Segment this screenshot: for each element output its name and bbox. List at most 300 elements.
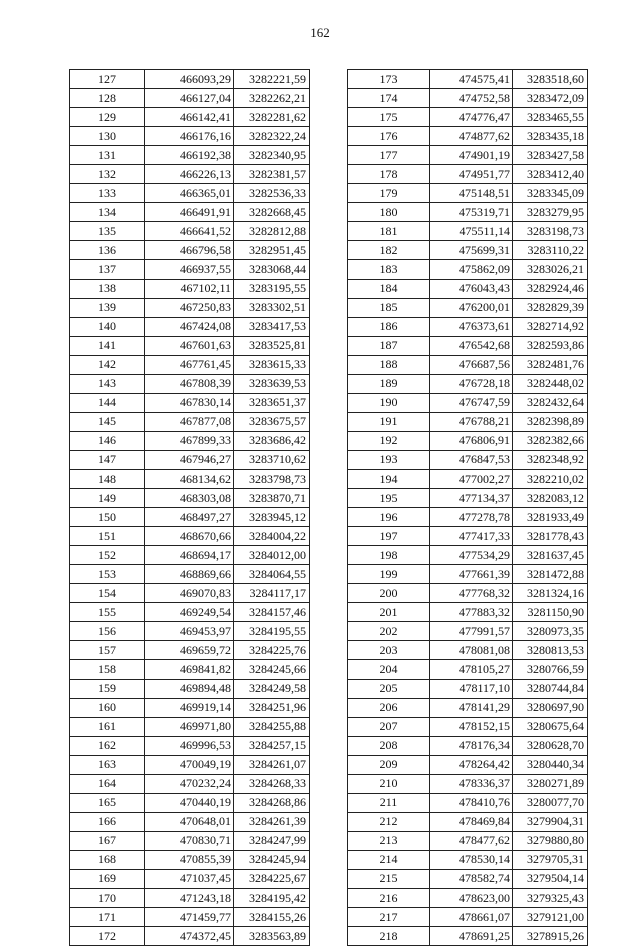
y-coordinate-cell: 3284251,96 [234,698,310,717]
table-row [348,927,588,946]
x-coordinate-cell: 469249,54 [145,603,234,622]
table-row [348,146,588,165]
y-coordinate-cell: 3280628,70 [513,736,588,755]
point-number-cell: 152 [70,546,145,565]
x-coordinate-cell: 469894,48 [145,679,234,698]
point-number-cell: 140 [70,317,145,336]
point-number-cell: 164 [70,774,145,793]
point-number-cell: 205 [348,679,430,698]
x-coordinate-cell: 467102,11 [145,279,234,298]
table-row [348,279,588,298]
point-number-cell: 129 [70,108,145,127]
x-coordinate-cell: 475862,09 [430,260,513,279]
table-row [348,260,588,279]
y-coordinate-cell: 3282381,57 [234,165,310,184]
y-coordinate-cell: 3279325,43 [513,889,588,908]
y-coordinate-cell: 3278915,26 [513,927,588,946]
table-body [348,70,588,946]
point-number-cell: 127 [70,70,145,89]
point-number-cell: 147 [70,450,145,469]
x-coordinate-cell: 477002,27 [430,469,513,488]
point-number-cell: 144 [70,393,145,412]
x-coordinate-cell: 468869,66 [145,565,234,584]
y-coordinate-cell: 3283068,44 [234,260,310,279]
x-coordinate-cell: 470855,39 [145,850,234,869]
table-row [70,450,310,469]
x-coordinate-cell: 470232,24 [145,774,234,793]
y-coordinate-cell: 3281472,88 [513,565,588,584]
y-coordinate-cell: 3284245,94 [234,850,310,869]
y-coordinate-cell: 3282714,92 [513,317,588,336]
x-coordinate-cell: 476728,18 [430,374,513,393]
table-row [70,793,310,812]
y-coordinate-cell: 3280766,59 [513,660,588,679]
y-coordinate-cell: 3283472,09 [513,89,588,108]
point-number-cell: 160 [70,698,145,717]
point-number-cell: 134 [70,203,145,222]
point-number-cell: 166 [70,812,145,831]
x-coordinate-cell: 469659,72 [145,641,234,660]
table-row [348,374,588,393]
point-number-cell: 187 [348,336,430,355]
x-coordinate-cell: 470830,71 [145,831,234,850]
x-coordinate-cell: 477134,37 [430,489,513,508]
y-coordinate-cell: 3282593,86 [513,336,588,355]
table-row [348,603,588,622]
point-number-cell: 167 [70,831,145,850]
y-coordinate-cell: 3283412,40 [513,165,588,184]
table-row [70,374,310,393]
y-coordinate-cell: 3283615,33 [234,355,310,374]
point-number-cell: 177 [348,146,430,165]
point-number-cell: 136 [70,241,145,260]
y-coordinate-cell: 3279904,31 [513,812,588,831]
table-row [70,546,310,565]
x-coordinate-cell: 469070,83 [145,584,234,603]
x-coordinate-cell: 469996,53 [145,736,234,755]
x-coordinate-cell: 467808,39 [145,374,234,393]
table-row [348,850,588,869]
y-coordinate-cell: 3280440,34 [513,755,588,774]
table-row [348,908,588,927]
table-row [70,641,310,660]
table-row [70,565,310,584]
table-row [70,184,310,203]
x-coordinate-cell: 477278,78 [430,508,513,527]
table-row [70,203,310,222]
table-row [348,717,588,736]
x-coordinate-cell: 478661,07 [430,908,513,927]
x-coordinate-cell: 470049,19 [145,755,234,774]
x-coordinate-cell: 478336,37 [430,774,513,793]
point-number-cell: 182 [348,241,430,260]
y-coordinate-cell: 3282281,62 [234,108,310,127]
y-coordinate-cell: 3279121,00 [513,908,588,927]
y-coordinate-cell: 3282924,46 [513,279,588,298]
x-coordinate-cell: 478141,29 [430,698,513,717]
table-row [70,489,310,508]
y-coordinate-cell: 3282448,02 [513,374,588,393]
y-coordinate-cell: 3282481,76 [513,355,588,374]
point-number-cell: 196 [348,508,430,527]
point-number-cell: 156 [70,622,145,641]
point-number-cell: 195 [348,489,430,508]
table-row [70,165,310,184]
point-number-cell: 189 [348,374,430,393]
table-row [70,869,310,888]
table-row [70,527,310,546]
x-coordinate-cell: 469971,80 [145,717,234,736]
coordinates-table-left [69,69,310,946]
x-coordinate-cell: 466192,38 [145,146,234,165]
y-coordinate-cell: 3282348,92 [513,450,588,469]
y-coordinate-cell: 3280271,89 [513,774,588,793]
table-row [70,260,310,279]
point-number-cell: 132 [70,165,145,184]
point-number-cell: 130 [70,127,145,146]
y-coordinate-cell: 3283279,95 [513,203,588,222]
x-coordinate-cell: 467946,27 [145,450,234,469]
table-row [70,298,310,317]
x-coordinate-cell: 474575,41 [430,70,513,89]
table-row [348,89,588,108]
x-coordinate-cell: 468694,17 [145,546,234,565]
point-number-cell: 198 [348,546,430,565]
point-number-cell: 216 [348,889,430,908]
x-coordinate-cell: 476373,61 [430,317,513,336]
y-coordinate-cell: 3283651,37 [234,393,310,412]
point-number-cell: 149 [70,489,145,508]
table-row [70,755,310,774]
table-row [70,146,310,165]
point-number-cell: 213 [348,831,430,850]
table-row [70,279,310,298]
coordinates-table-right [347,69,588,946]
y-coordinate-cell: 3283302,51 [234,298,310,317]
table-row [348,546,588,565]
table-row [70,108,310,127]
x-coordinate-cell: 470440,19 [145,793,234,812]
y-coordinate-cell: 3283525,81 [234,336,310,355]
table-row [348,812,588,831]
x-coordinate-cell: 468303,08 [145,489,234,508]
x-coordinate-cell: 475511,14 [430,222,513,241]
table-row [70,698,310,717]
y-coordinate-cell: 3283427,58 [513,146,588,165]
x-coordinate-cell: 474372,45 [145,927,234,946]
x-coordinate-cell: 469919,14 [145,698,234,717]
table-row [348,203,588,222]
point-number-cell: 192 [348,431,430,450]
x-coordinate-cell: 474776,47 [430,108,513,127]
y-coordinate-cell: 3279504,14 [513,869,588,888]
y-coordinate-cell: 3284157,46 [234,603,310,622]
y-coordinate-cell: 3282221,59 [234,70,310,89]
point-number-cell: 173 [348,70,430,89]
x-coordinate-cell: 478081,08 [430,641,513,660]
point-number-cell: 162 [70,736,145,755]
x-coordinate-cell: 478530,14 [430,850,513,869]
table-row [70,355,310,374]
table-row [70,831,310,850]
point-number-cell: 172 [70,927,145,946]
point-number-cell: 146 [70,431,145,450]
y-coordinate-cell: 3284064,55 [234,565,310,584]
x-coordinate-cell: 466796,58 [145,241,234,260]
point-number-cell: 171 [70,908,145,927]
x-coordinate-cell: 476200,01 [430,298,513,317]
point-number-cell: 142 [70,355,145,374]
table-row [70,622,310,641]
y-coordinate-cell: 3282340,95 [234,146,310,165]
x-coordinate-cell: 475148,51 [430,184,513,203]
y-coordinate-cell: 3282432,64 [513,393,588,412]
table-row [348,222,588,241]
point-number-cell: 131 [70,146,145,165]
x-coordinate-cell: 474901,19 [430,146,513,165]
point-number-cell: 203 [348,641,430,660]
point-number-cell: 158 [70,660,145,679]
y-coordinate-cell: 3283195,55 [234,279,310,298]
y-coordinate-cell: 3281324,16 [513,584,588,603]
point-number-cell: 178 [348,165,430,184]
table-row [348,793,588,812]
point-number-cell: 206 [348,698,430,717]
point-number-cell: 190 [348,393,430,412]
y-coordinate-cell: 3283710,62 [234,450,310,469]
y-coordinate-cell: 3281150,90 [513,603,588,622]
y-coordinate-cell: 3283945,12 [234,508,310,527]
y-coordinate-cell: 3284012,00 [234,546,310,565]
table-row [348,660,588,679]
table-row [70,412,310,431]
table-body [70,70,310,946]
y-coordinate-cell: 3283198,73 [513,222,588,241]
table-row [348,298,588,317]
x-coordinate-cell: 476542,68 [430,336,513,355]
point-number-cell: 218 [348,927,430,946]
point-number-cell: 154 [70,584,145,603]
table-row [348,412,588,431]
x-coordinate-cell: 466491,91 [145,203,234,222]
x-coordinate-cell: 468497,27 [145,508,234,527]
y-coordinate-cell: 3284261,07 [234,755,310,774]
x-coordinate-cell: 478623,00 [430,889,513,908]
point-number-cell: 211 [348,793,430,812]
y-coordinate-cell: 3282262,21 [234,89,310,108]
point-number-cell: 143 [70,374,145,393]
table-row [348,698,588,717]
x-coordinate-cell: 478691,25 [430,927,513,946]
x-coordinate-cell: 466641,52 [145,222,234,241]
y-coordinate-cell: 3284257,15 [234,736,310,755]
y-coordinate-cell: 3283798,73 [234,469,310,488]
table-row [348,641,588,660]
x-coordinate-cell: 469841,82 [145,660,234,679]
x-coordinate-cell: 477991,57 [430,622,513,641]
point-number-cell: 207 [348,717,430,736]
x-coordinate-cell: 467877,08 [145,412,234,431]
table-row [348,165,588,184]
point-number-cell: 159 [70,679,145,698]
point-number-cell: 183 [348,260,430,279]
x-coordinate-cell: 471243,18 [145,889,234,908]
table-row [348,431,588,450]
x-coordinate-cell: 466127,04 [145,89,234,108]
point-number-cell: 208 [348,736,430,755]
point-number-cell: 202 [348,622,430,641]
y-coordinate-cell: 3284249,58 [234,679,310,698]
y-coordinate-cell: 3283417,53 [234,317,310,336]
x-coordinate-cell: 471037,45 [145,869,234,888]
point-number-cell: 165 [70,793,145,812]
table-row [348,450,588,469]
y-coordinate-cell: 3283518,60 [513,70,588,89]
x-coordinate-cell: 466176,16 [145,127,234,146]
y-coordinate-cell: 3283110,22 [513,241,588,260]
y-coordinate-cell: 3280973,35 [513,622,588,641]
x-coordinate-cell: 478582,74 [430,869,513,888]
table-row [348,355,588,374]
point-number-cell: 145 [70,412,145,431]
x-coordinate-cell: 476687,56 [430,355,513,374]
point-number-cell: 138 [70,279,145,298]
table-row [70,603,310,622]
point-number-cell: 174 [348,89,430,108]
table-row [70,127,310,146]
y-coordinate-cell: 3283026,21 [513,260,588,279]
point-number-cell: 176 [348,127,430,146]
table-row [348,489,588,508]
point-number-cell: 197 [348,527,430,546]
point-number-cell: 210 [348,774,430,793]
point-number-cell: 139 [70,298,145,317]
x-coordinate-cell: 475319,71 [430,203,513,222]
table-row [348,336,588,355]
table-row [348,565,588,584]
y-coordinate-cell: 3282668,45 [234,203,310,222]
x-coordinate-cell: 478105,27 [430,660,513,679]
point-number-cell: 161 [70,717,145,736]
x-coordinate-cell: 466937,55 [145,260,234,279]
x-coordinate-cell: 478117,10 [430,679,513,698]
table-row [70,431,310,450]
table-row [70,774,310,793]
point-number-cell: 193 [348,450,430,469]
table-row [348,622,588,641]
table-row [348,736,588,755]
point-number-cell: 141 [70,336,145,355]
table-row [70,812,310,831]
table-row [70,336,310,355]
y-coordinate-cell: 3284117,17 [234,584,310,603]
point-number-cell: 200 [348,584,430,603]
x-coordinate-cell: 477534,29 [430,546,513,565]
point-number-cell: 169 [70,869,145,888]
y-coordinate-cell: 3280813,53 [513,641,588,660]
x-coordinate-cell: 469453,97 [145,622,234,641]
x-coordinate-cell: 477417,33 [430,527,513,546]
point-number-cell: 133 [70,184,145,203]
x-coordinate-cell: 467899,33 [145,431,234,450]
point-number-cell: 188 [348,355,430,374]
table-row [70,469,310,488]
x-coordinate-cell: 478469,84 [430,812,513,831]
y-coordinate-cell: 3283686,42 [234,431,310,450]
y-coordinate-cell: 3280744,84 [513,679,588,698]
point-number-cell: 214 [348,850,430,869]
y-coordinate-cell: 3284268,86 [234,793,310,812]
table-row [348,184,588,203]
y-coordinate-cell: 3282083,12 [513,489,588,508]
table-row [70,584,310,603]
point-number-cell: 175 [348,108,430,127]
y-coordinate-cell: 3284195,42 [234,889,310,908]
x-coordinate-cell: 474951,77 [430,165,513,184]
y-coordinate-cell: 3284155,26 [234,908,310,927]
x-coordinate-cell: 467250,83 [145,298,234,317]
table-row [70,850,310,869]
y-coordinate-cell: 3284225,67 [234,869,310,888]
point-number-cell: 153 [70,565,145,584]
point-number-cell: 155 [70,603,145,622]
y-coordinate-cell: 3281933,49 [513,508,588,527]
point-number-cell: 185 [348,298,430,317]
point-number-cell: 179 [348,184,430,203]
y-coordinate-cell: 3283465,55 [513,108,588,127]
x-coordinate-cell: 476806,91 [430,431,513,450]
y-coordinate-cell: 3284247,99 [234,831,310,850]
y-coordinate-cell: 3282536,33 [234,184,310,203]
y-coordinate-cell: 3282382,66 [513,431,588,450]
table-row [70,679,310,698]
x-coordinate-cell: 474877,62 [430,127,513,146]
table-row [348,241,588,260]
x-coordinate-cell: 467601,63 [145,336,234,355]
page-number: 162 [310,25,330,40]
table-row [348,508,588,527]
x-coordinate-cell: 477661,39 [430,565,513,584]
point-number-cell: 204 [348,660,430,679]
x-coordinate-cell: 478264,42 [430,755,513,774]
point-number-cell: 215 [348,869,430,888]
table-row [348,755,588,774]
x-coordinate-cell: 476747,59 [430,393,513,412]
point-number-cell: 217 [348,908,430,927]
table-row [70,927,310,946]
y-coordinate-cell: 3284261,39 [234,812,310,831]
point-number-cell: 181 [348,222,430,241]
x-coordinate-cell: 467424,08 [145,317,234,336]
table-row [348,774,588,793]
x-coordinate-cell: 466142,41 [145,108,234,127]
x-coordinate-cell: 477883,32 [430,603,513,622]
table-row [70,736,310,755]
point-number-cell: 180 [348,203,430,222]
y-coordinate-cell: 3284255,88 [234,717,310,736]
y-coordinate-cell: 3283435,18 [513,127,588,146]
table-row [348,679,588,698]
y-coordinate-cell: 3284268,33 [234,774,310,793]
x-coordinate-cell: 478152,15 [430,717,513,736]
y-coordinate-cell: 3284195,55 [234,622,310,641]
x-coordinate-cell: 470648,01 [145,812,234,831]
table-row [70,660,310,679]
y-coordinate-cell: 3284245,66 [234,660,310,679]
table-row [70,717,310,736]
table-row [348,127,588,146]
point-number-cell: 135 [70,222,145,241]
